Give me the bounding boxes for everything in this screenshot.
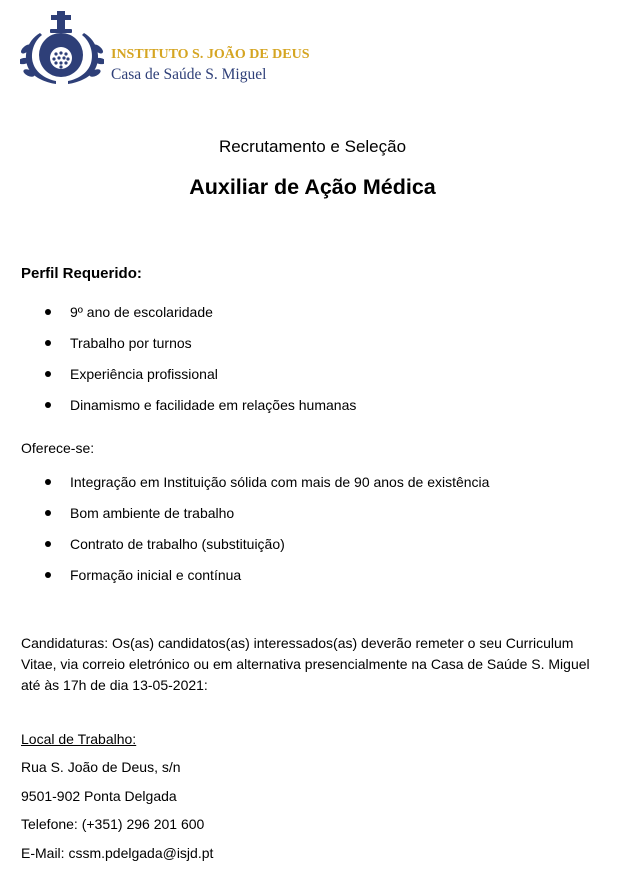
local-postal: 9501-902 Ponta Delgada bbox=[21, 788, 177, 804]
local-phone: Telefone: (+351) 296 201 600 bbox=[21, 816, 205, 832]
oferece-heading: Oferece-se: bbox=[21, 440, 95, 456]
org-name: INSTITUTO S. JOÃO DE DEUS bbox=[111, 47, 310, 62]
list-item: Formação inicial e contínua bbox=[0, 566, 489, 597]
letterhead bbox=[20, 11, 350, 86]
list-item: Contrato de trabalho (substituição) bbox=[0, 535, 489, 566]
perfil-heading: Perfil Requerido: bbox=[21, 265, 142, 282]
local-heading: Local de Trabalho: bbox=[21, 731, 137, 747]
local-address: Rua S. João de Deus, s/n bbox=[21, 759, 181, 775]
org-unit: Casa de Saúde S. Miguel bbox=[111, 66, 267, 83]
perfil-list bbox=[0, 303, 356, 427]
list-item: Trabalho por turnos bbox=[0, 334, 356, 365]
local-email: E-Mail: cssm.pdelgada@isjd.pt bbox=[21, 845, 214, 861]
list-item: Experiência profissional bbox=[0, 365, 356, 396]
cross-pomegranate-logo-icon bbox=[20, 11, 104, 86]
list-item: Bom ambiente de trabalho bbox=[0, 504, 489, 535]
list-item: 9º ano de escolaridade bbox=[0, 303, 356, 334]
list-item: Integração em Instituição sólida com mais de 90 anos de existência bbox=[0, 473, 489, 504]
list-item: Dinamismo e facilidade em relações humanas bbox=[0, 396, 356, 427]
document-subtitle: Recrutamento e Seleção bbox=[218, 137, 407, 156]
document-title: Auxiliar de Ação Médica bbox=[189, 175, 436, 199]
oferece-list bbox=[0, 473, 489, 597]
candidaturas-paragraph: Candidaturas: Os(as) candidatos(as) interessados(as) deverão remeter o seu Curriculum Vitae, via correio eletrónico ou em alternativa presencialmente na Casa de Saúde S. Miguel até às 17h de dia 13-05-2021: bbox=[21, 635, 590, 693]
